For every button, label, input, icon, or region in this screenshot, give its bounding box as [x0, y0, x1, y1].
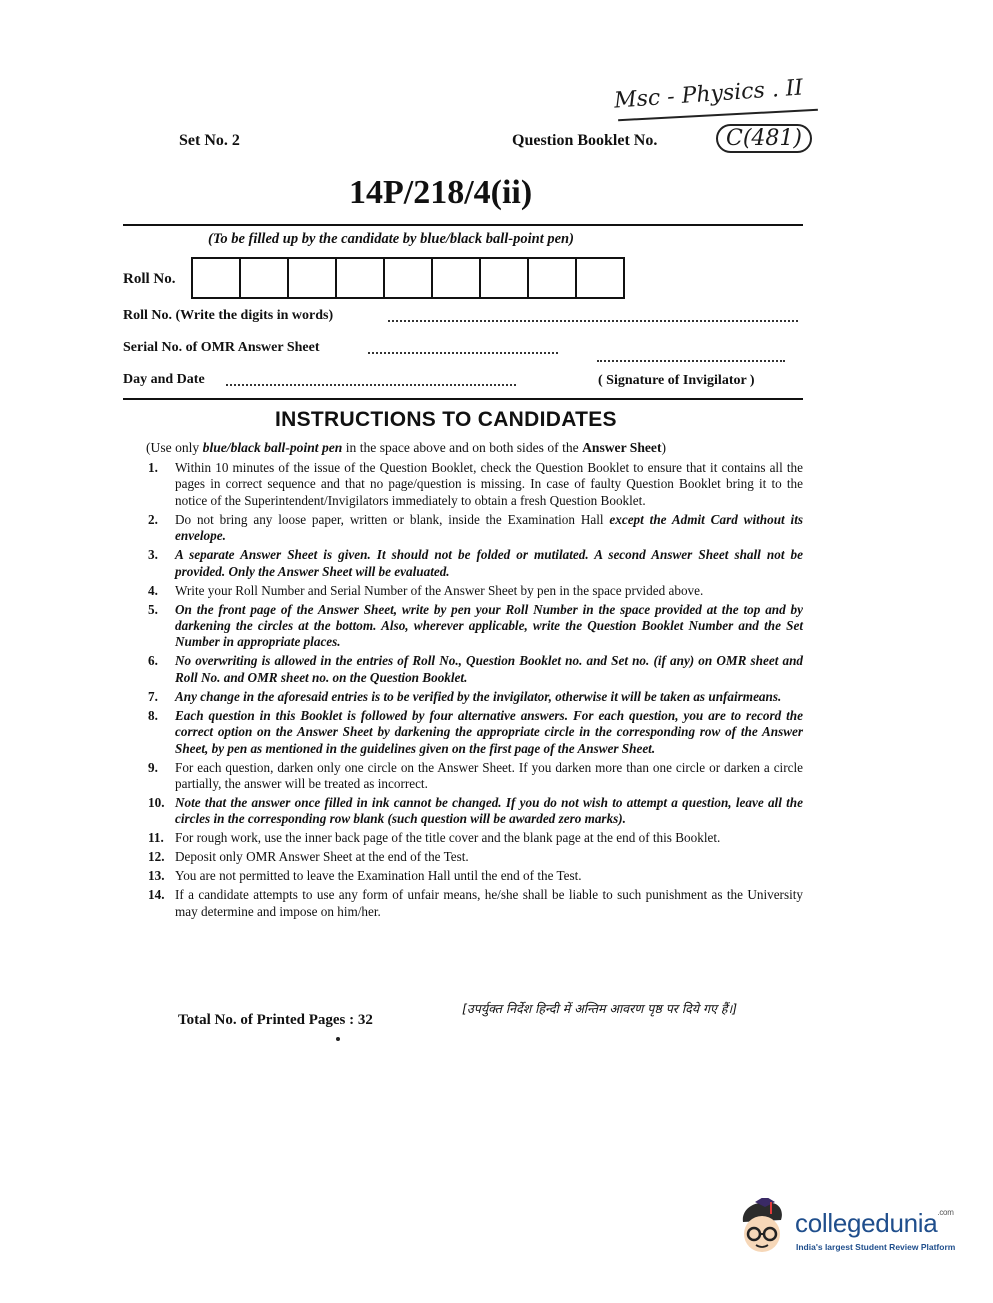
instruction-item: [148, 795, 803, 828]
intro-sheet: Answer Sheet: [582, 440, 662, 455]
instruction-number: 10.: [148, 795, 165, 811]
instruction-text: Each question in this Booklet is followed by four alternative answers. For each question, you are to record the correct option on the Answer Sheet by darkening the appropriate circle in the corresponding row of the Answer Sheet, by pen as mentioned in the guidelines given on the first page of the Answer Sheet.: [175, 707, 803, 756]
roll-digit-box[interactable]: [481, 259, 529, 297]
instructions-list: [148, 460, 803, 923]
stray-dot: [336, 1037, 340, 1041]
serial-field[interactable]: [368, 352, 558, 354]
intro-pen: blue/black ball-point pen: [202, 440, 343, 455]
roll-digit-box[interactable]: [289, 259, 337, 297]
instruction-item: [148, 708, 803, 757]
roll-digit-box[interactable]: [433, 259, 481, 297]
instruction-text: On the front page of the Answer Sheet, write by pen your Roll Number in the space provided at the top and by darkening the circles at the bottom. Also, wherever applicable, write the Question Booklet Number and the Set Number in appropriate places.: [175, 601, 803, 650]
instruction-text: [175, 512, 803, 545]
instruction-number: 4.: [148, 582, 158, 598]
instruction-number: 13.: [148, 868, 165, 884]
instruction-text: For rough work, use the inner back page of the title cover and the blank page at the end of this Booklet.: [175, 830, 721, 846]
roll-number-label: Roll No.: [123, 271, 176, 287]
set-number: Set No. 2: [179, 132, 240, 149]
instruction-text: Note that the answer once filled in ink cannot be changed. If you do not wish to attempt a question, leave all the circles in the corresponding row blank (such question will be awarded zero marks).: [175, 795, 803, 827]
instructions-title: INSTRUCTIONS TO CANDIDATES: [275, 408, 617, 431]
instruction-emphasis: except the Admit Card without its envelope.: [175, 511, 804, 544]
intro-suffix: ): [661, 440, 667, 455]
intro-prefix: (Use only: [146, 440, 203, 455]
instruction-item: [148, 830, 803, 846]
instruction-text: If a candidate attempts to use any form of unfair means, he/she shall be liable to such punishment as the University may determine and impose on him/her.: [175, 887, 803, 919]
instruction-number: 11.: [148, 830, 164, 846]
instruction-number: 7.: [148, 688, 158, 704]
top-rule: [123, 224, 803, 226]
roll-digit-box[interactable]: [241, 259, 289, 297]
roll-digit-box[interactable]: [577, 259, 623, 297]
roll-number-grid[interactable]: [191, 257, 625, 299]
handwritten-subject: Msc - Physics . II: [613, 75, 804, 114]
instruction-number: 14.: [148, 887, 165, 903]
instruction-number: 3.: [148, 547, 158, 563]
collegedunia-logo: [735, 1198, 963, 1258]
instruction-item: [148, 460, 803, 509]
instruction-number: 5.: [148, 601, 158, 617]
roll-digit-box[interactable]: [529, 259, 577, 297]
day-date-field[interactable]: [226, 384, 516, 386]
roll-digit-box[interactable]: [193, 259, 241, 297]
instruction-number: 8.: [148, 707, 158, 723]
instruction-item: [148, 760, 803, 793]
instruction-item: [148, 689, 803, 705]
intro-middle: in the space above and on both sides of the: [342, 440, 583, 455]
signature-field[interactable]: [597, 360, 785, 362]
instruction-text: Deposit only OMR Answer Sheet at the end of the Test.: [175, 849, 469, 865]
brand-tagline: India's largest Student Review Platform: [796, 1242, 956, 1252]
roll-words-field[interactable]: [388, 320, 798, 322]
instruction-text: Write your Roll Number and Serial Number of the Answer Sheet by pen in the space prvided above.: [175, 582, 704, 598]
paper-code: 14P/218/4(ii): [349, 174, 533, 211]
roll-words-label: Roll No. (Write the digits in words): [123, 308, 334, 323]
instruction-text: For each question, darken only one circle on the Answer Sheet. If you darken more than one circle or darken a circle partially, the answer will be treated as incorrect.: [175, 759, 803, 792]
mid-rule: [123, 398, 803, 400]
instruction-text: Any change in the aforesaid entries is to be verified by the invigilator, otherwise it will be taken as unfairmeans.: [175, 688, 782, 704]
instruction-number: 2.: [148, 511, 158, 527]
instruction-text: You are not permitted to leave the Examination Hall until the end of the Test.: [175, 868, 582, 884]
serial-label: Serial No. of OMR Answer Sheet: [123, 340, 320, 355]
instruction-item: [148, 512, 803, 545]
instruction-number: 6.: [148, 653, 158, 669]
booklet-number-label: Question Booklet No.: [512, 132, 658, 149]
instruction-text: Within 10 minutes of the issue of the Question Booklet, check the Question Booklet to ensure that it contains all the pages in correct sequence and that no page/question is missing. In case of faulty Question Booklet bring it to the notice of the Superintendent/Invigilators immediately to obtain a fresh Question Booklet.: [175, 460, 803, 508]
instruction-text: No overwriting is allowed in the entries of Roll No., Question Booklet no. and Set no. (if any) on OMR sheet and Roll No. and OMR sheet no. on the Question Booklet.: [175, 653, 803, 685]
brand-name: collegedunia: [795, 1208, 938, 1238]
instruction-number: 1.: [148, 460, 158, 475]
instruction-item: [148, 602, 803, 651]
instruction-item: [148, 547, 803, 580]
instructions-intro: [146, 440, 666, 456]
fill-instruction: (To be filled up by the candidate by blue/black ball-point pen): [208, 231, 574, 247]
booklet-number-handwritten: C(481): [716, 124, 812, 153]
instruction-plain: Do not bring any loose paper, written or blank, inside the Examination Hall: [175, 511, 610, 527]
day-date-label: Day and Date: [123, 372, 205, 387]
mascot-icon: [735, 1198, 791, 1256]
instruction-item: [148, 849, 803, 865]
signature-label: ( Signature of Invigilator ): [598, 373, 755, 388]
instruction-text: A separate Answer Sheet is given. It should not be folded or mutilated. A second Answer Sheet shall not be provided. Only the Answer Sheet will be evaluated.: [175, 547, 803, 579]
hindi-note: [उपर्युक्त निर्देश हिन्दी में अन्तिम आवरण पृष्ठ पर दिये गए हैं।]: [462, 1001, 738, 1016]
instruction-item: [148, 887, 803, 920]
roll-digit-box[interactable]: [337, 259, 385, 297]
instruction-item: [148, 583, 803, 599]
instruction-item: [148, 653, 803, 686]
instruction-item: [148, 868, 803, 884]
roll-digit-box[interactable]: [385, 259, 433, 297]
total-pages: Total No. of Printed Pages : 32: [178, 1012, 373, 1028]
instruction-number: 12.: [148, 849, 165, 865]
brand-wordmark: [795, 1208, 954, 1239]
brand-suffix: .com: [937, 1208, 954, 1217]
instruction-number: 9.: [148, 759, 158, 775]
